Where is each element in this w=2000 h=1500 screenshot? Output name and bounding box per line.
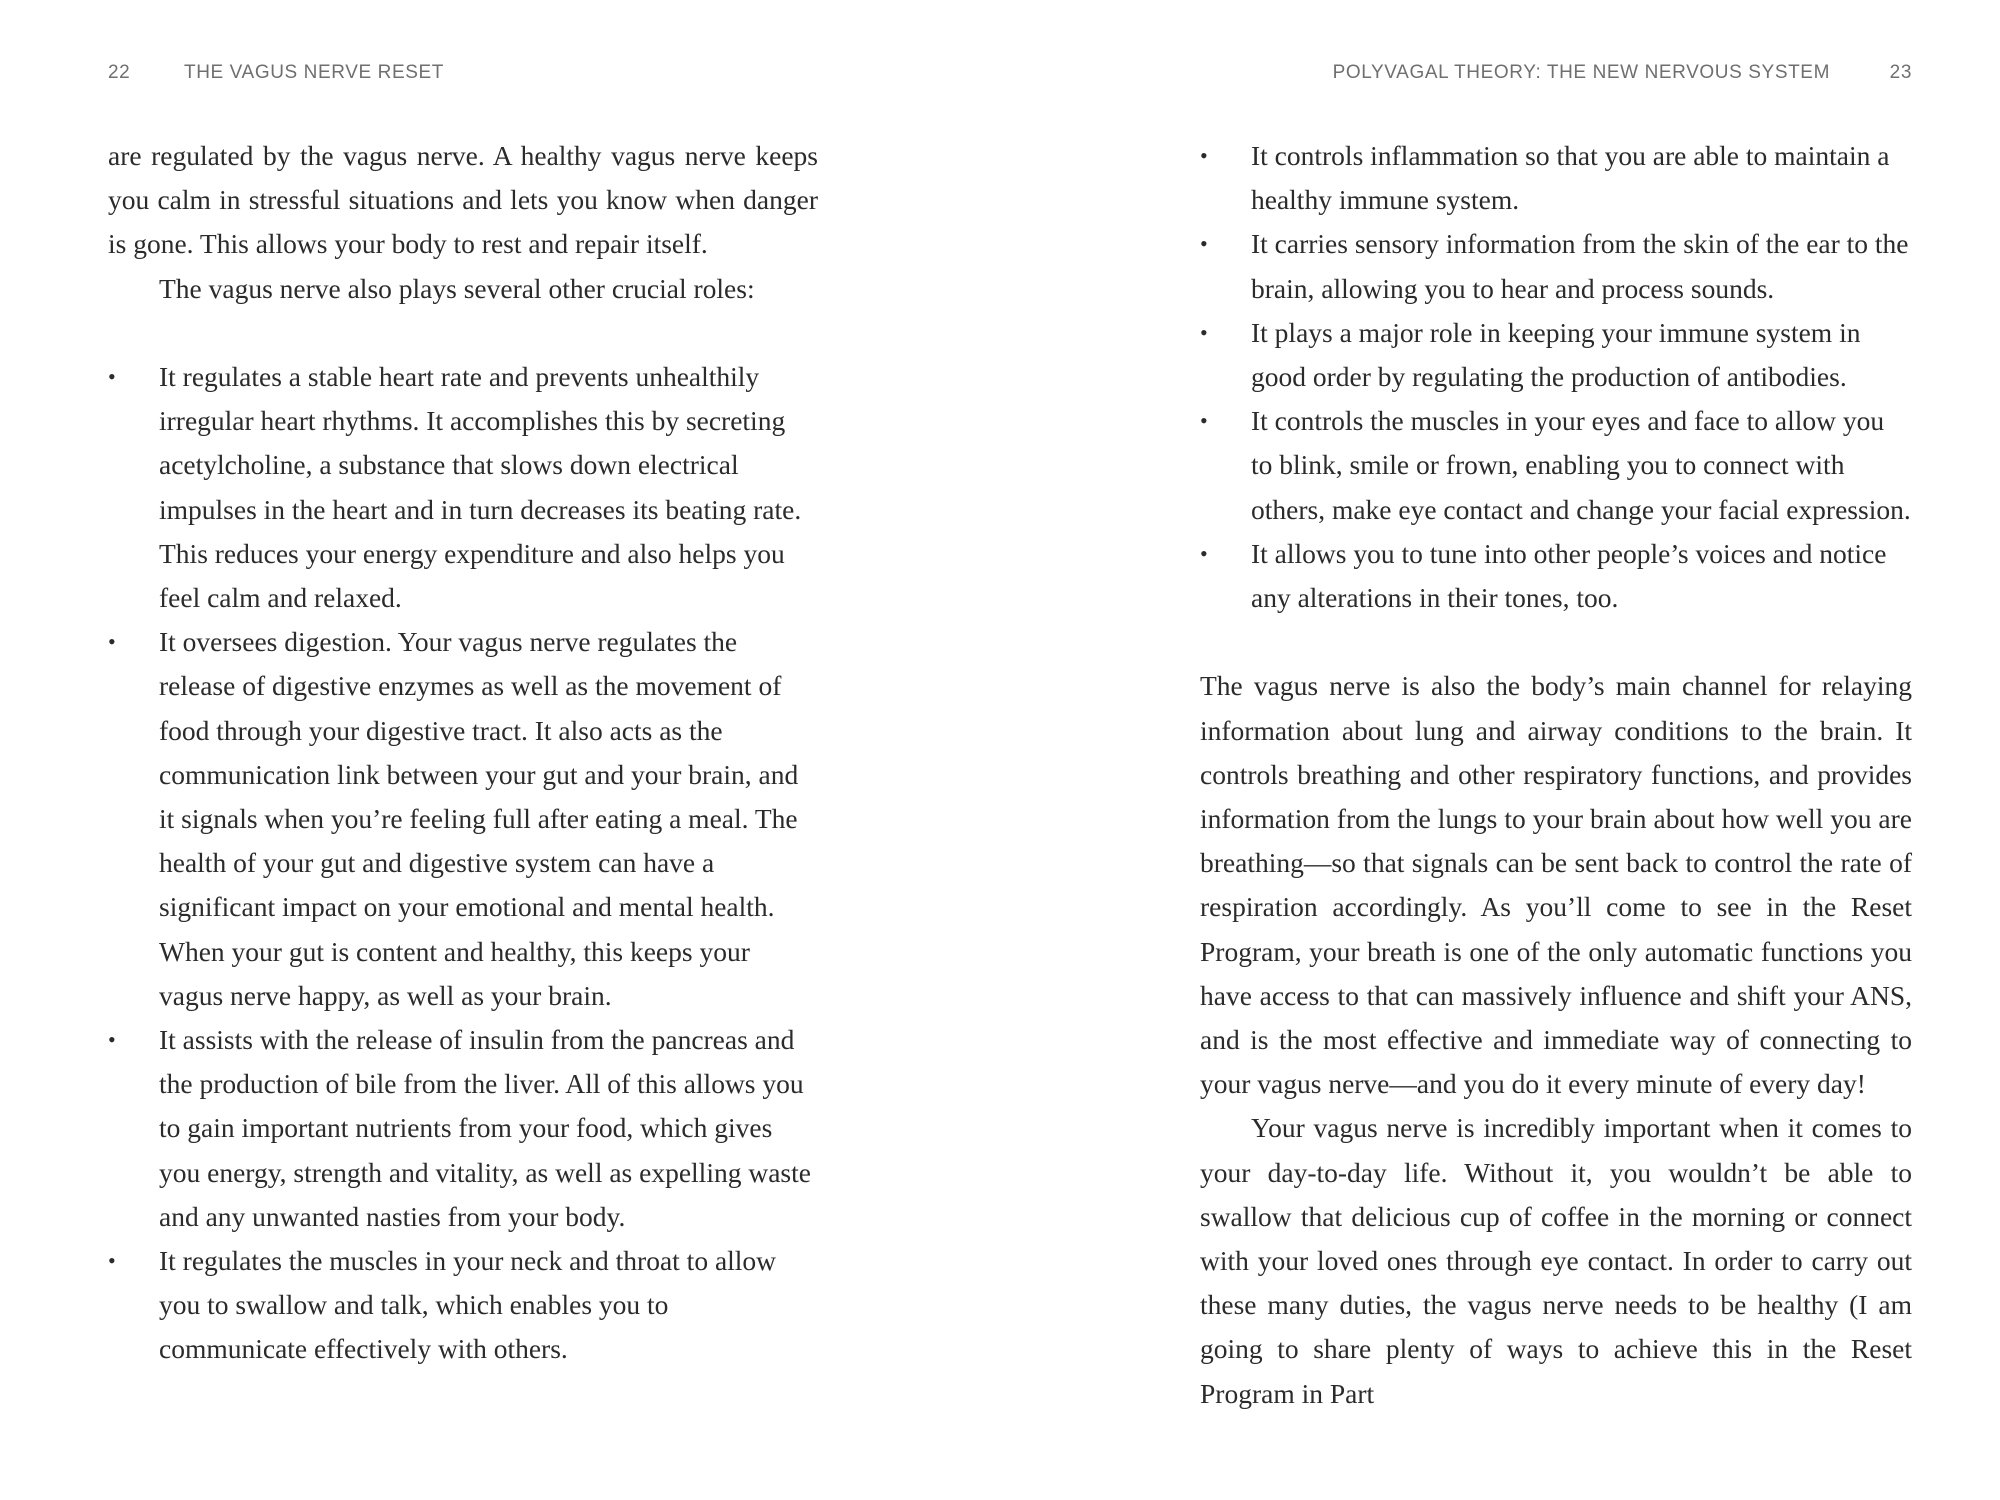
list-item: [1200, 532, 1912, 620]
list-item: [1200, 134, 1912, 222]
list-item-text: It regulates the muscles in your neck and throat to allow you to swallow and talk, which enables you to communicate effectively with others.: [159, 1245, 777, 1365]
list-item: [108, 1018, 818, 1239]
body-paragraph: The vagus nerve is also the body’s main channel for relaying information about lung and airway conditions to the brain. It controls breathing and other respiratory functions, and provides information from the lungs to your brain about how well you are breathing—so that signals can be sent back to control the rate of respiration accordingly. As you’ll come to see in the Reset Program, your breath is one of the only automatic functions you have access to that can massively influence and shift your ANS, and is the most effective and immediate way of connecting to your vagus nerve—and you do it every minute of every day!: [1200, 670, 1912, 1100]
spacer: [1200, 620, 1912, 664]
list-item-text: It controls inflammation so that you are able to maintain a healthy immune system.: [1251, 140, 1890, 216]
left-text-block: [108, 134, 818, 1372]
right-bullet-list: [1200, 134, 1912, 620]
list-item: [1200, 311, 1912, 399]
body-paragraph: Your vagus nerve is incredibly important when it comes to your day-to-day life. Without it, you wouldn’t be able to swallow that delicious cup of coffee in the morning or connect with your loved ones through eye contact. In order to carry out these many duties, the vagus nerve needs to be healthy (I am going to share plenty of ways to achieve this in the Reset Program in Part: [1200, 1112, 1912, 1409]
bullet-mark: •: [108, 364, 116, 389]
bullet-mark: •: [1200, 319, 1208, 345]
list-item-text: It assists with the release of insulin from the pancreas and the production of bile from the liver. All of this allows you to gain important nutrients from your food, which gives you energy, strength and vitality, as well as expelling waste and any unwanted nasties from your body.: [159, 1024, 811, 1232]
left-running-title: THE VAGUS NERVE RESET: [184, 62, 445, 83]
bullet-mark: •: [1200, 408, 1208, 434]
right-running-title: POLYVAGAL THEORY: THE NEW NERVOUS SYSTEM: [1332, 62, 1830, 83]
list-item: [1200, 222, 1912, 310]
bullet-mark: •: [1200, 143, 1208, 168]
list-item: [108, 1239, 818, 1372]
left-page-number: 22: [108, 62, 131, 83]
bullet-mark: •: [1200, 540, 1208, 566]
list-item-text: It allows you to tune into other people’s voices and notice any alterations in their tones, too.: [1251, 537, 1887, 614]
bullet-mark: •: [108, 629, 116, 655]
intro-paragraph: The vagus nerve also plays several other crucial roles:: [159, 272, 755, 304]
left-bullet-list: [108, 355, 818, 1372]
list-item: [108, 620, 818, 1018]
list-item-text: It regulates a stable heart rate and prevents unhealthily irregular heart rhythms. It accomplishes this by secreting acetylcholine, a substance that slows down electrical impulses in the heart and in turn decreases its beating rate. This reduces your energy expenditure and also helps you feel calm and relaxed.: [159, 361, 802, 614]
bullet-mark: •: [108, 1248, 116, 1274]
right-page-number: 23: [1889, 62, 1912, 83]
list-item: [108, 355, 818, 620]
bullet-mark: •: [108, 1027, 116, 1053]
bullet-mark: •: [1200, 231, 1208, 257]
list-item-text: It oversees digestion. Your vagus nerve regulates the release of digestive enzymes as well as the movement of food through your digestive tract. It also acts as the communication link between your gut and your brain, and it signals when you’re feeling full after eating a meal. The health of your gut and digestive system can have a significant impact on your emotional and mental health. When your gut is content and healthy, this keeps your vagus nerve happy, as well as your brain.: [159, 626, 799, 1011]
list-item-text: It controls the muscles in your eyes and face to allow you to blink, smile or frown, enabling you to connect with others, make eye contact and change your facial expression.: [1251, 405, 1911, 525]
spacer: [108, 311, 818, 355]
right-page: [1000, 0, 2000, 1500]
right-text-block: [1200, 134, 1912, 1416]
list-item-text: It plays a major role in keeping your immune system in good order by regulating the production of antibodies.: [1251, 316, 1861, 393]
list-item-text: It carries sensory information from the skin of the ear to the brain, allowing you to hear and process sounds.: [1251, 228, 1909, 304]
list-item: [1200, 399, 1912, 532]
opening-paragraph: are regulated by the vagus nerve. A healthy vagus nerve keeps you calm in stressful situations and lets you know when danger is gone. This allows your body to rest and repair itself.: [108, 140, 818, 260]
